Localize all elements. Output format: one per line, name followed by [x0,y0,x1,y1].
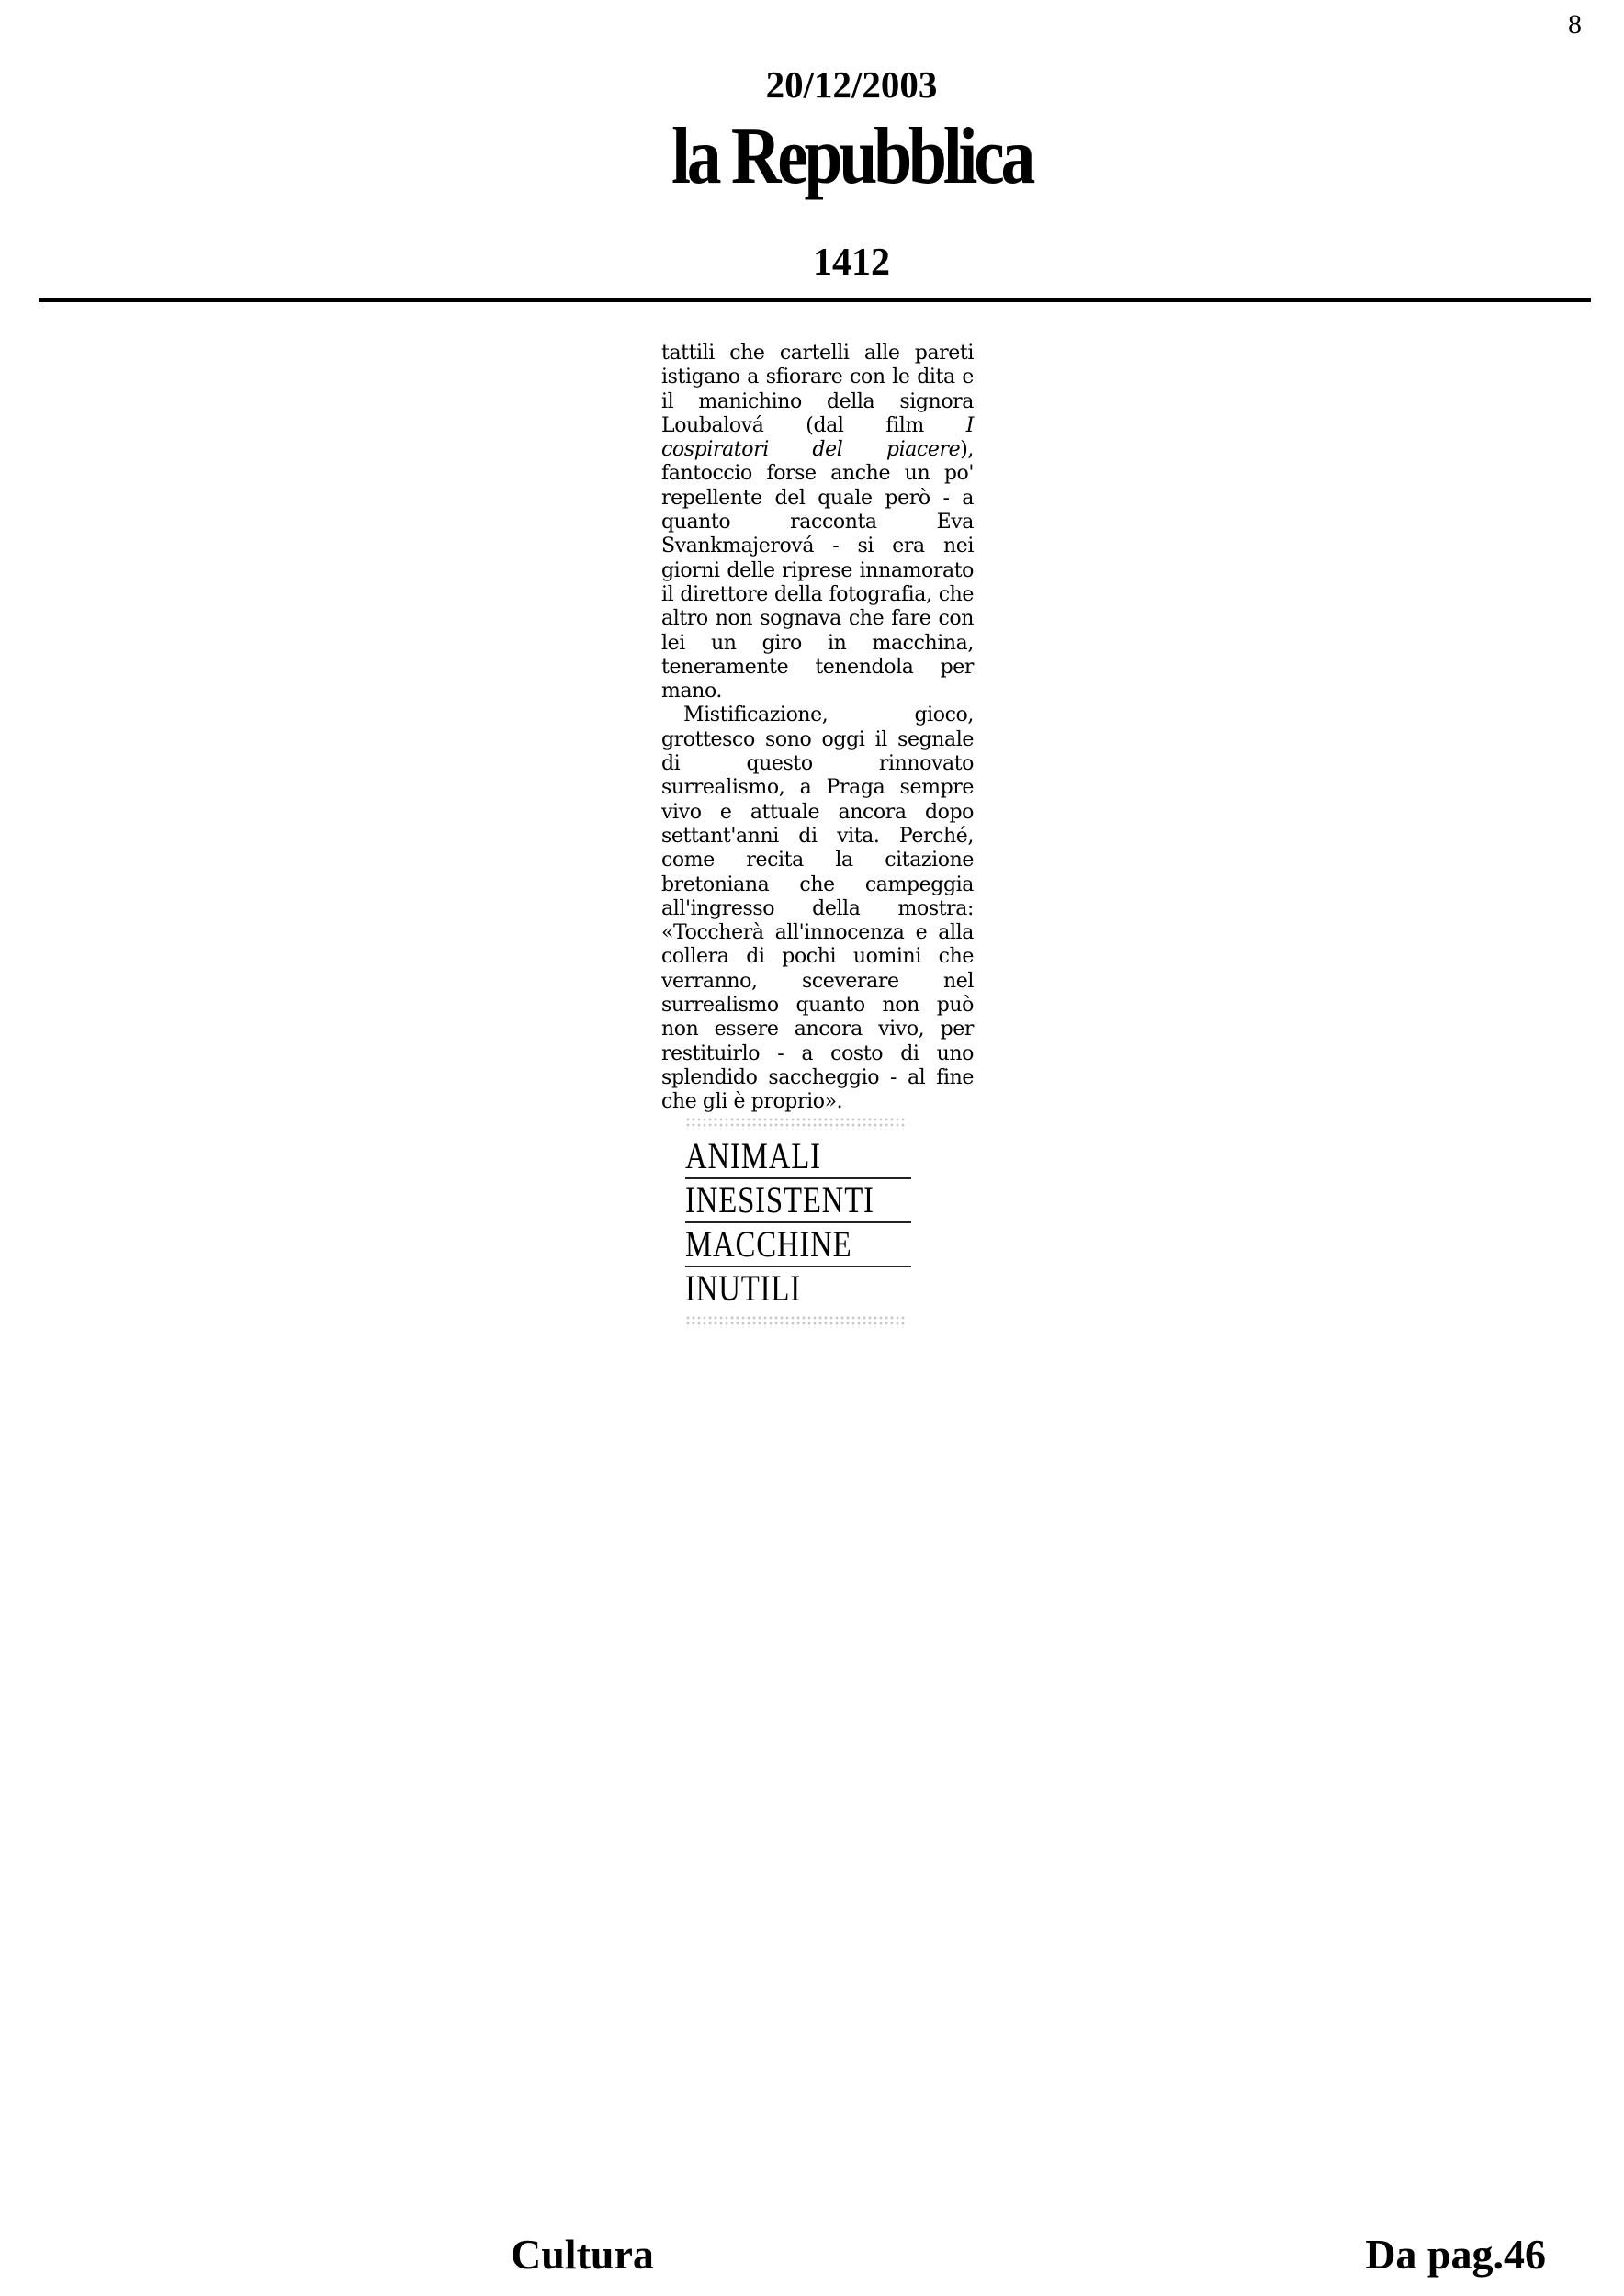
inset-line-2: INESISTENTI [685,1179,911,1223]
article-paragraph-1-text-b: ), fantoccio forse anche un po' repellente del quale però - a quanto racconta Eva Svankmajerová - si era nei giorni delle riprese innamorato il direttore della fotografia, che altro non sognava che fare con lei un giro in macchina, teneramente tenendola per mano. [661,438,974,703]
film-title: I cospiratori del piacere [661,413,974,462]
publication-date: 20/12/2003 [765,63,938,106]
dotted-decoration-bottom [685,1315,906,1328]
inset-line-4: INUTILI [685,1267,801,1309]
inset-line-3: MACCHINE [685,1223,911,1267]
newspaper-masthead: la Repubblica [671,112,1032,201]
page-number: 8 [1568,9,1582,39]
inset-line-1: ANIMALI [685,1135,911,1179]
article-paragraph-1-text-a: tattili che cartelli alle pareti istigano a sfiorare con le dita e il manichino della signora Loubalová (dal film [661,342,974,437]
footer-section-label: Cultura [511,2231,654,2278]
header-rule [39,298,1591,302]
footer-page-reference: Da pag.46 [1365,2231,1546,2278]
dotted-decoration-top [685,1117,906,1130]
article-paragraph-2: Mistificazione, gioco, grottesco sono oggi il segnale di questo rinnovato surrealismo, a Praga sempre vivo e attuale ancora dopo settant'anni di vita. Perché, come recita la citazione bretoniana che campeggia all'ingresso della mostra: «Toccherà all'innocenza e alla collera di pochi uomini che verranno, sceverare nel surrealismo quanto non può non essere ancora vivo, per restituirlo - a costo di uno splendido saccheggio - al fine che gli è proprio». [661,703,974,1114]
exhibition-title-inset [685,1117,915,1328]
article-paragraph-1 [661,342,974,703]
issue-number: 1412 [813,242,890,284]
article-column [661,342,974,1115]
